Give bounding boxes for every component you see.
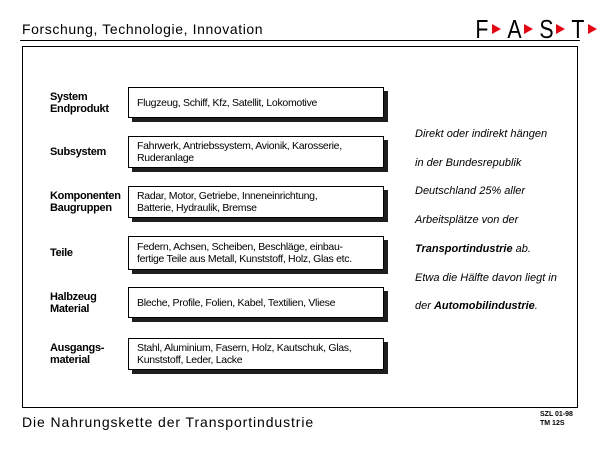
fast-logo	[474, 16, 600, 42]
note-text: der	[415, 300, 434, 313]
chain-row-system	[50, 87, 390, 118]
row-label-line: Halbzeug	[50, 290, 97, 303]
note-emphasis: Automobilindustrie	[433, 300, 535, 313]
note-line	[415, 235, 577, 264]
row-content-box	[128, 338, 384, 370]
row-content-line: Bleche, Profile, Folien, Kabel, Textilien, Vliese	[137, 296, 336, 309]
note-text: .	[534, 300, 538, 313]
row-label-line: Material	[50, 302, 90, 315]
note-line: Deutschland 25% aller	[415, 185, 526, 198]
row-label	[50, 136, 126, 168]
row-content-line: fertige Teile aus Metall, Kunststoff, Holz, Glas etc.	[137, 253, 352, 265]
row-content-line: Kunststoff, Leder, Lacke	[137, 354, 243, 366]
note-line	[415, 292, 577, 321]
logo-triangle-icon	[556, 24, 565, 34]
note-line: in der Bundesrepublik	[415, 156, 522, 169]
footer-code-line: SZL 01-98	[540, 411, 573, 418]
row-label-line: Baugruppen	[50, 202, 112, 214]
row-content-box	[128, 87, 384, 118]
logo-letter: A	[507, 14, 522, 44]
row-content-line: Ruderanlage	[137, 152, 194, 164]
row-label	[50, 287, 126, 318]
row-label	[50, 186, 126, 218]
row-content-line: Flugzeug, Schiff, Kfz, Satellit, Lokomotive	[137, 96, 318, 109]
logo-triangle-icon	[492, 24, 501, 34]
chain-row-subsystem	[50, 136, 390, 168]
row-label	[50, 87, 126, 118]
note-line: Arbeitsplätze von der	[415, 214, 519, 227]
row-label-line: System	[50, 90, 88, 103]
row-label-line: Komponenten	[50, 190, 121, 202]
logo-triangle-icon	[588, 24, 597, 34]
logo-letter: T	[571, 14, 585, 44]
note-text: ab.	[512, 242, 531, 255]
row-content-line: Federn, Achsen, Scheiben, Beschläge, einbau-	[137, 241, 343, 253]
note-line: Etwa die Hälfte davon liegt in	[415, 271, 557, 284]
logo-letter: S	[539, 14, 554, 44]
logo-letter: F	[475, 14, 489, 44]
row-label	[50, 338, 126, 370]
chain-row-komponenten	[50, 186, 390, 218]
footer-title: Die Nahrungskette der Transportindustrie	[22, 414, 315, 430]
footer-code-line: TM 12S	[540, 420, 565, 427]
row-content-line: Fahrwerk, Antriebssystem, Avionik, Karosserie,	[137, 140, 342, 152]
row-label	[50, 236, 126, 270]
side-note	[415, 120, 577, 321]
row-label-line: Teile	[50, 247, 73, 259]
note-emphasis: Transportindustrie	[415, 242, 513, 255]
row-content-box	[128, 136, 384, 168]
logo-triangle-icon	[524, 24, 533, 34]
chain-row-teile	[50, 236, 390, 270]
row-content-box	[128, 287, 384, 318]
note-line: Direkt oder indirekt hängen	[415, 128, 548, 140]
row-content-box	[128, 236, 384, 270]
row-label-line: material	[50, 354, 90, 366]
row-content-box	[128, 186, 384, 218]
row-content-line: Batterie, Hydraulik, Bremse	[137, 202, 257, 214]
chain-row-halbzeug	[50, 287, 390, 318]
row-content-line: Stahl, Aluminium, Fasern, Holz, Kautschuk, Glas,	[137, 342, 352, 354]
chain-row-ausgangsmaterial	[50, 338, 390, 370]
row-label-line: Ausgangs-	[50, 342, 105, 354]
header-title: Forschung, Technologie, Innovation	[22, 21, 264, 37]
footer-code	[540, 410, 573, 428]
row-label-line: Endprodukt	[50, 102, 109, 115]
row-label-line: Subsystem	[50, 146, 106, 158]
row-content-line: Radar, Motor, Getriebe, Inneneinrichtung,	[137, 190, 318, 202]
